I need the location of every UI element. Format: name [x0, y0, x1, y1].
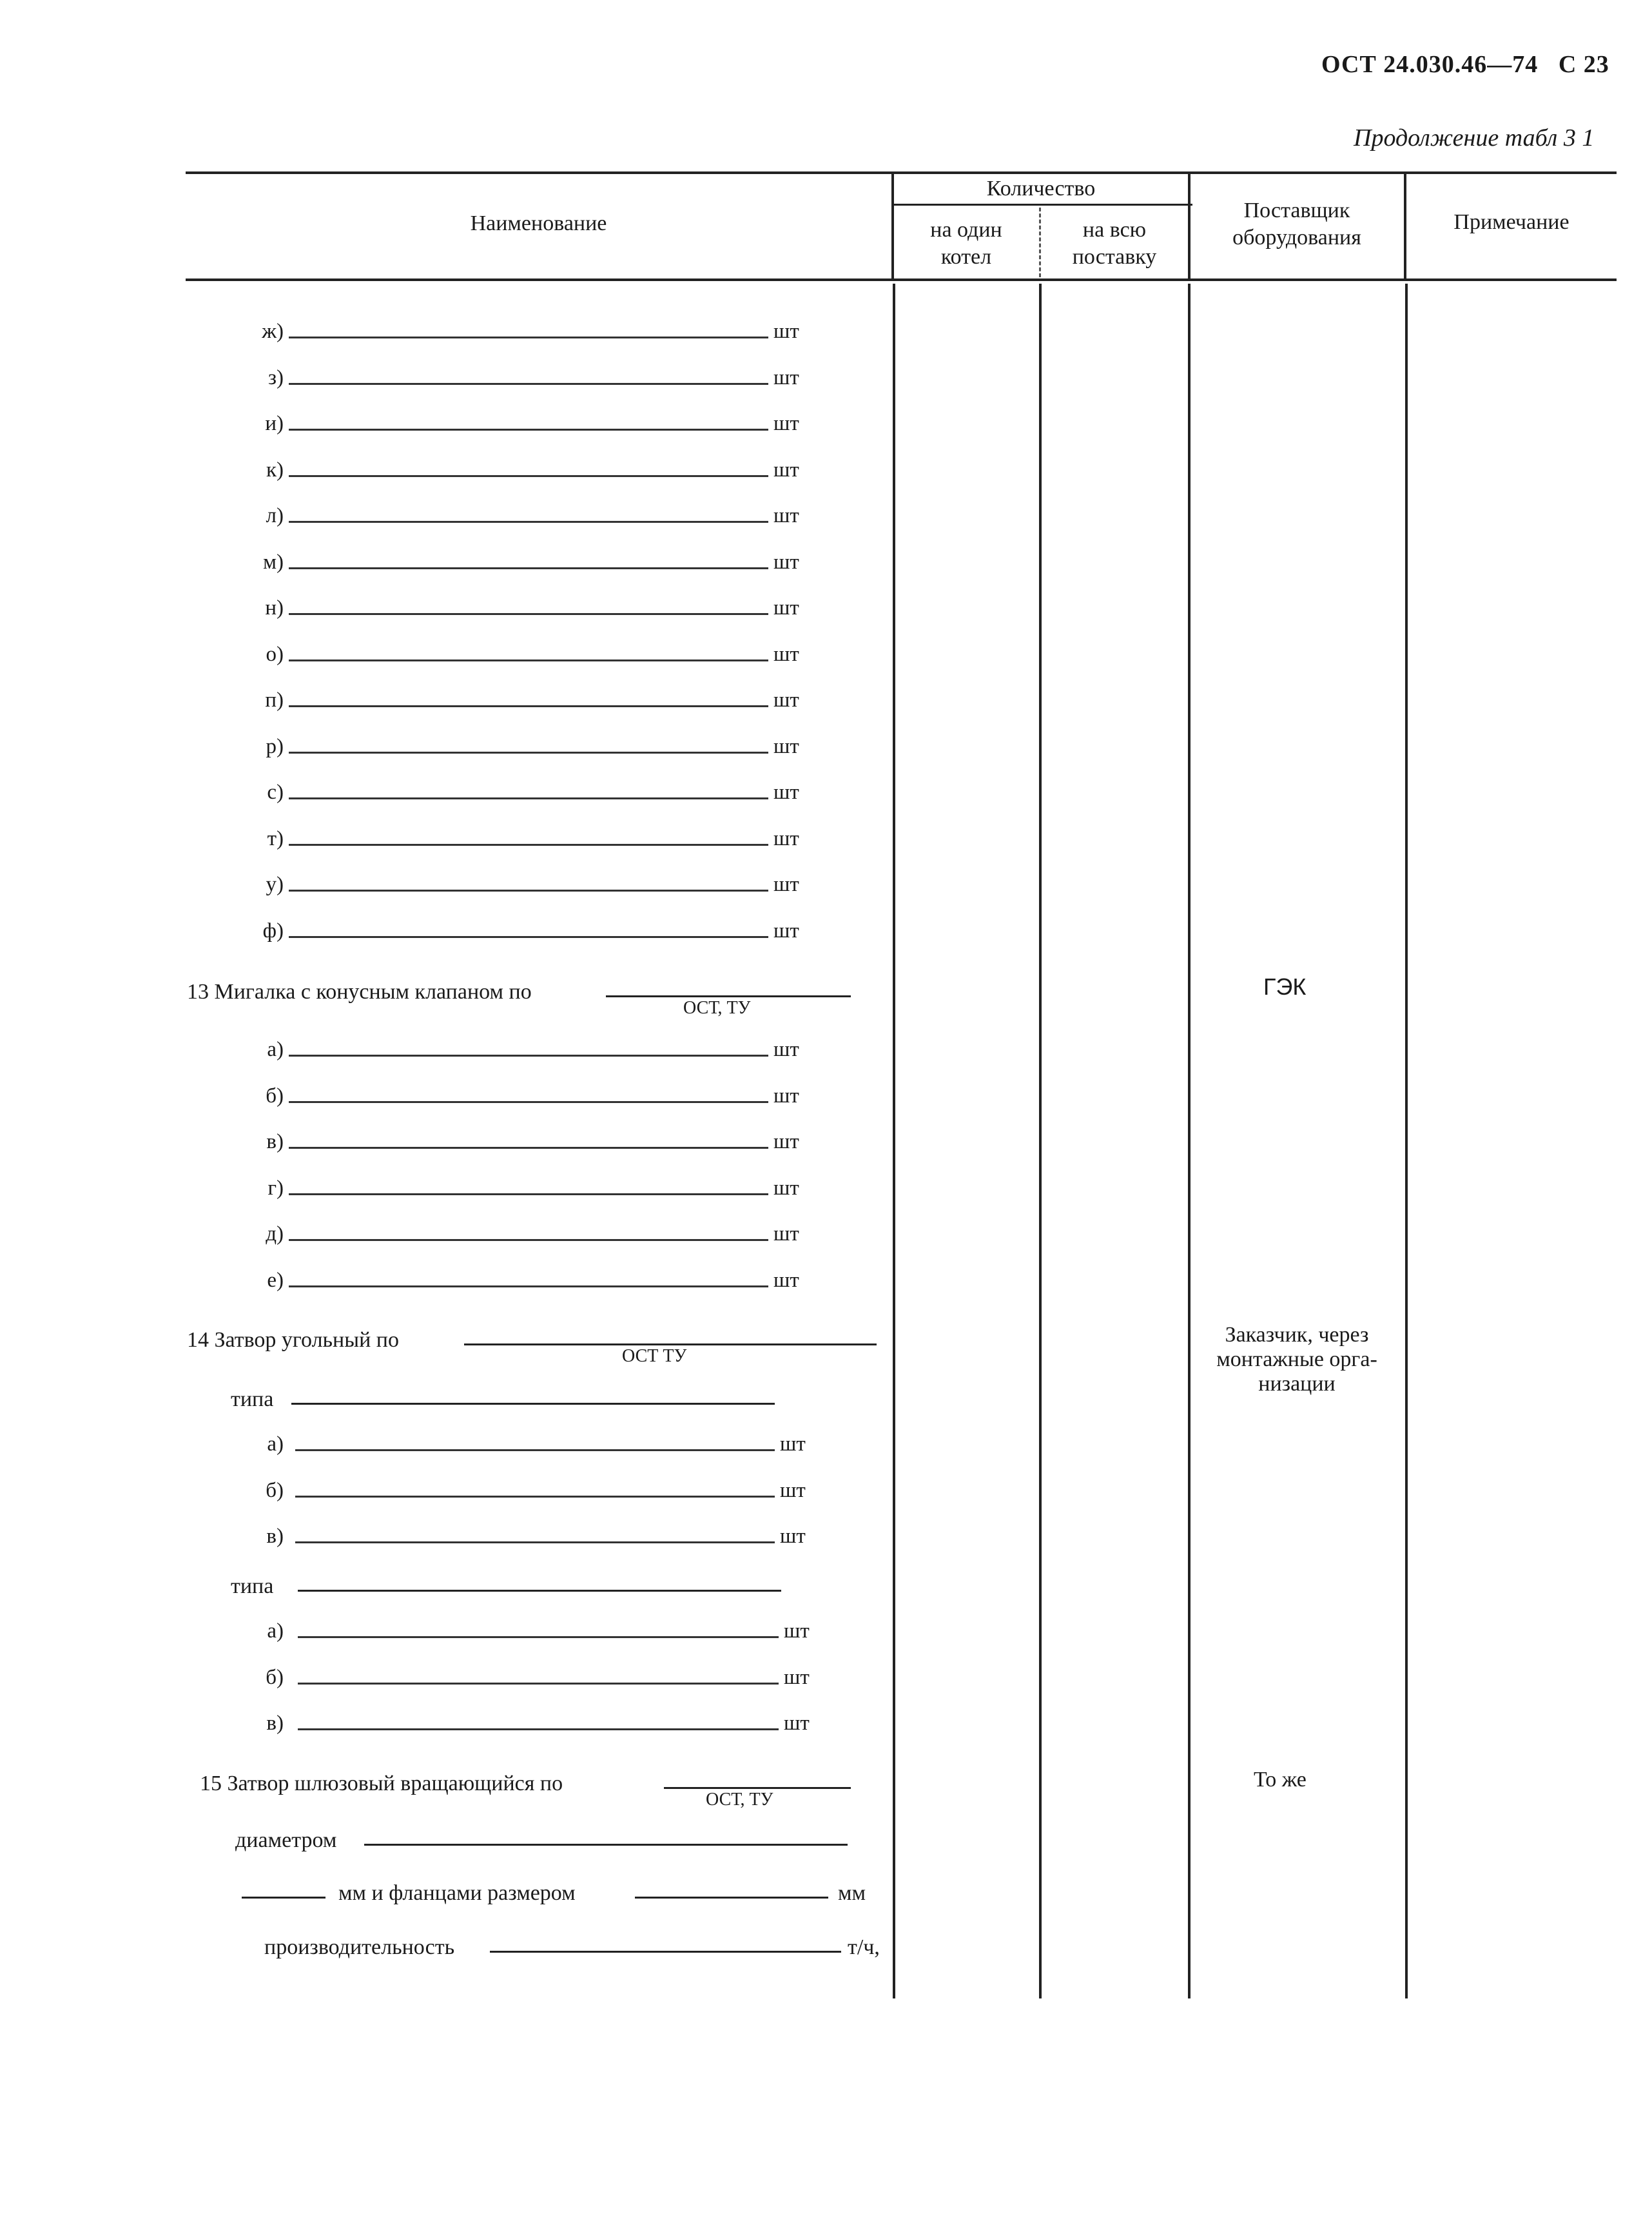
fill-line — [289, 659, 768, 661]
unit-label: шт — [773, 1268, 799, 1292]
item-letter: о) — [266, 642, 284, 666]
unit-label: шт — [773, 734, 799, 758]
fill-line — [289, 613, 768, 615]
fill-line — [298, 1683, 779, 1685]
item-15-title: 15 Затвор шлюзовый вращающийся по — [200, 1772, 563, 1795]
item-14-fill-line — [464, 1343, 877, 1345]
item-letter: п) — [265, 689, 284, 712]
item-14-type-line-1 — [291, 1403, 775, 1405]
list-item — [0, 1666, 889, 1698]
per-delivery-line1: на всю — [1082, 218, 1147, 242]
fill-line — [295, 1449, 775, 1451]
item-letter: а) — [267, 1038, 284, 1061]
fill-line — [298, 1636, 779, 1638]
list-item — [0, 1177, 889, 1209]
item-15-flange-label: мм и фланцами размером — [338, 1881, 576, 1905]
fill-line — [298, 1728, 779, 1730]
fill-line — [289, 429, 768, 431]
unit-label: шт — [773, 781, 799, 804]
col-per-boiler-header — [893, 217, 1040, 271]
unit-label: шт — [773, 919, 799, 943]
item-letter: у) — [266, 873, 284, 896]
list-item — [0, 1130, 889, 1162]
item-letter: а) — [267, 1619, 284, 1643]
item-letter: к) — [266, 458, 284, 482]
page-number: С 23 — [1558, 51, 1609, 78]
table-head-rule — [186, 278, 1617, 281]
list-item — [0, 873, 889, 905]
unit-label: шт — [784, 1619, 810, 1643]
unit-label: шт — [773, 412, 799, 435]
item-letter: в) — [266, 1525, 284, 1548]
item-letter: б) — [266, 1084, 284, 1108]
item-15-supplier: То же — [1254, 1768, 1307, 1792]
col-per-delivery-header — [1041, 217, 1188, 271]
item-15-flange-line-b — [635, 1897, 828, 1899]
unit-label: шт — [773, 596, 799, 620]
fill-line — [289, 567, 768, 569]
list-item — [0, 1038, 889, 1070]
list-item — [0, 827, 889, 859]
list-item — [0, 504, 889, 536]
item-letter: ф) — [262, 919, 284, 943]
fill-line — [289, 383, 768, 385]
unit-label: шт — [780, 1432, 806, 1456]
fill-line — [289, 1239, 768, 1241]
unit-label: шт — [773, 689, 799, 712]
col-supplier-header — [1190, 197, 1403, 251]
item-14-type-line-2 — [298, 1590, 781, 1592]
list-item — [0, 412, 889, 444]
fill-line — [289, 844, 768, 846]
fill-line — [289, 936, 768, 938]
per-delivery-line2: поставку — [1072, 245, 1157, 269]
list-item — [0, 919, 889, 952]
item-letter: ж) — [262, 320, 284, 343]
unit-label: шт — [773, 1130, 799, 1153]
fill-line — [289, 521, 768, 523]
item-15-flange-unit: мм — [838, 1881, 866, 1905]
item-letter: а) — [267, 1432, 284, 1456]
item-letter: в) — [266, 1130, 284, 1153]
list-item — [0, 366, 889, 398]
item-13-title: 13 Мигалка с конусным клапаном по — [187, 980, 532, 1004]
body-col-divider — [893, 284, 895, 1998]
col-quantity-header: Количество — [986, 177, 1096, 200]
item-letter: н) — [265, 596, 284, 620]
item-letter: д) — [266, 1222, 284, 1245]
item-14-supplier-line2: монтажные орга- — [1216, 1347, 1377, 1371]
table-top-rule — [186, 171, 1617, 174]
fill-line — [295, 1496, 775, 1498]
item-14-type-label-1: типа — [231, 1387, 274, 1411]
col-name-header: Наименование — [470, 211, 607, 235]
body-col-divider — [1405, 284, 1408, 1998]
list-item — [0, 643, 889, 675]
col-note-header: Примечание — [1453, 210, 1569, 234]
item-letter: в) — [266, 1712, 284, 1735]
fill-line — [295, 1541, 775, 1543]
fill-line — [289, 337, 768, 338]
fill-line — [289, 890, 768, 892]
unit-label: шт — [773, 366, 799, 389]
unit-label: шт — [773, 320, 799, 343]
list-item — [0, 1619, 889, 1652]
fill-line — [289, 1285, 768, 1287]
list-item — [0, 1269, 889, 1301]
item-15-capacity-line — [490, 1951, 841, 1953]
fill-line — [289, 1147, 768, 1149]
fill-line — [289, 1101, 768, 1103]
list-item — [0, 1222, 889, 1255]
item-letter: л) — [266, 504, 284, 527]
item-letter: г) — [267, 1176, 284, 1200]
item-14-supplier — [1190, 1323, 1403, 1396]
supplier-line1: Поставщик — [1243, 199, 1350, 222]
list-item — [0, 551, 889, 583]
quantity-subrule — [893, 204, 1192, 206]
list-item — [0, 781, 889, 813]
list-item — [0, 735, 889, 767]
list-item — [0, 1084, 889, 1117]
unit-label: шт — [773, 550, 799, 574]
item-13-fill-line — [606, 995, 851, 997]
unit-label: шт — [773, 504, 799, 527]
item-14-type-label-2: типа — [231, 1574, 274, 1598]
item-15-capacity-unit: т/ч, — [848, 1935, 880, 1959]
item-14-supplier-line1: Заказчик, через — [1225, 1323, 1369, 1347]
body-col-divider — [1188, 284, 1190, 1998]
fill-line — [289, 797, 768, 799]
per-boiler-line1: на один — [930, 218, 1002, 242]
body-col-divider — [1039, 284, 1042, 1998]
list-item — [0, 1525, 889, 1557]
doc-code: ОСТ 24.030.46—74 — [1321, 51, 1539, 78]
item-letter: б) — [266, 1478, 284, 1502]
unit-label: шт — [773, 1176, 799, 1200]
unit-label: шт — [773, 1038, 799, 1061]
item-letter: р) — [266, 734, 284, 758]
item-letter: з) — [267, 366, 284, 389]
continuation-label: Продолжение табл 3 1 — [1354, 124, 1595, 151]
unit-label: шт — [780, 1478, 806, 1502]
list-item — [0, 1432, 889, 1465]
item-15-sub: ОСТ, ТУ — [706, 1790, 773, 1810]
item-15-diameter-label: диаметром — [235, 1828, 337, 1852]
unit-label: шт — [784, 1665, 810, 1689]
item-letter: и) — [265, 412, 284, 435]
list-item — [0, 689, 889, 721]
unit-label: шт — [773, 642, 799, 666]
item-15-fill-line — [664, 1787, 851, 1789]
fill-line — [289, 752, 768, 754]
item-letter: б) — [266, 1665, 284, 1689]
item-14-supplier-line3: низации — [1258, 1372, 1336, 1396]
unit-label: шт — [773, 1222, 799, 1245]
unit-label: шт — [773, 826, 799, 850]
item-14-sub: ОСТ ТУ — [622, 1346, 687, 1366]
item-letter: с) — [267, 781, 284, 804]
list-item — [0, 1479, 889, 1511]
fill-line — [289, 1193, 768, 1195]
list-item — [0, 1712, 889, 1744]
list-item — [0, 458, 889, 491]
item-letter: е) — [267, 1268, 284, 1292]
unit-label: шт — [780, 1525, 806, 1548]
unit-label: шт — [773, 1084, 799, 1108]
item-13-supplier: ГЭК — [1263, 973, 1307, 1000]
item-13-sub: ОСТ, ТУ — [683, 998, 751, 1018]
fill-line — [289, 1055, 768, 1057]
list-item — [0, 596, 889, 629]
per-boiler-line2: котел — [940, 245, 992, 269]
fill-line — [289, 475, 768, 477]
item-letter: т) — [267, 826, 284, 850]
item-15-flange-line-a — [242, 1897, 326, 1899]
unit-label: шт — [784, 1712, 810, 1735]
page-header — [1321, 50, 1609, 79]
list-item — [0, 320, 889, 352]
unit-label: шт — [773, 458, 799, 482]
unit-label: шт — [773, 873, 799, 896]
fill-line — [289, 705, 768, 707]
supplier-line2: оборудования — [1232, 226, 1361, 249]
item-14-title: 14 Затвор угольный по — [187, 1328, 399, 1352]
item-letter: м) — [263, 550, 284, 574]
item-15-capacity-label: производительность — [264, 1935, 455, 1959]
item-15-diameter-line — [364, 1844, 848, 1846]
